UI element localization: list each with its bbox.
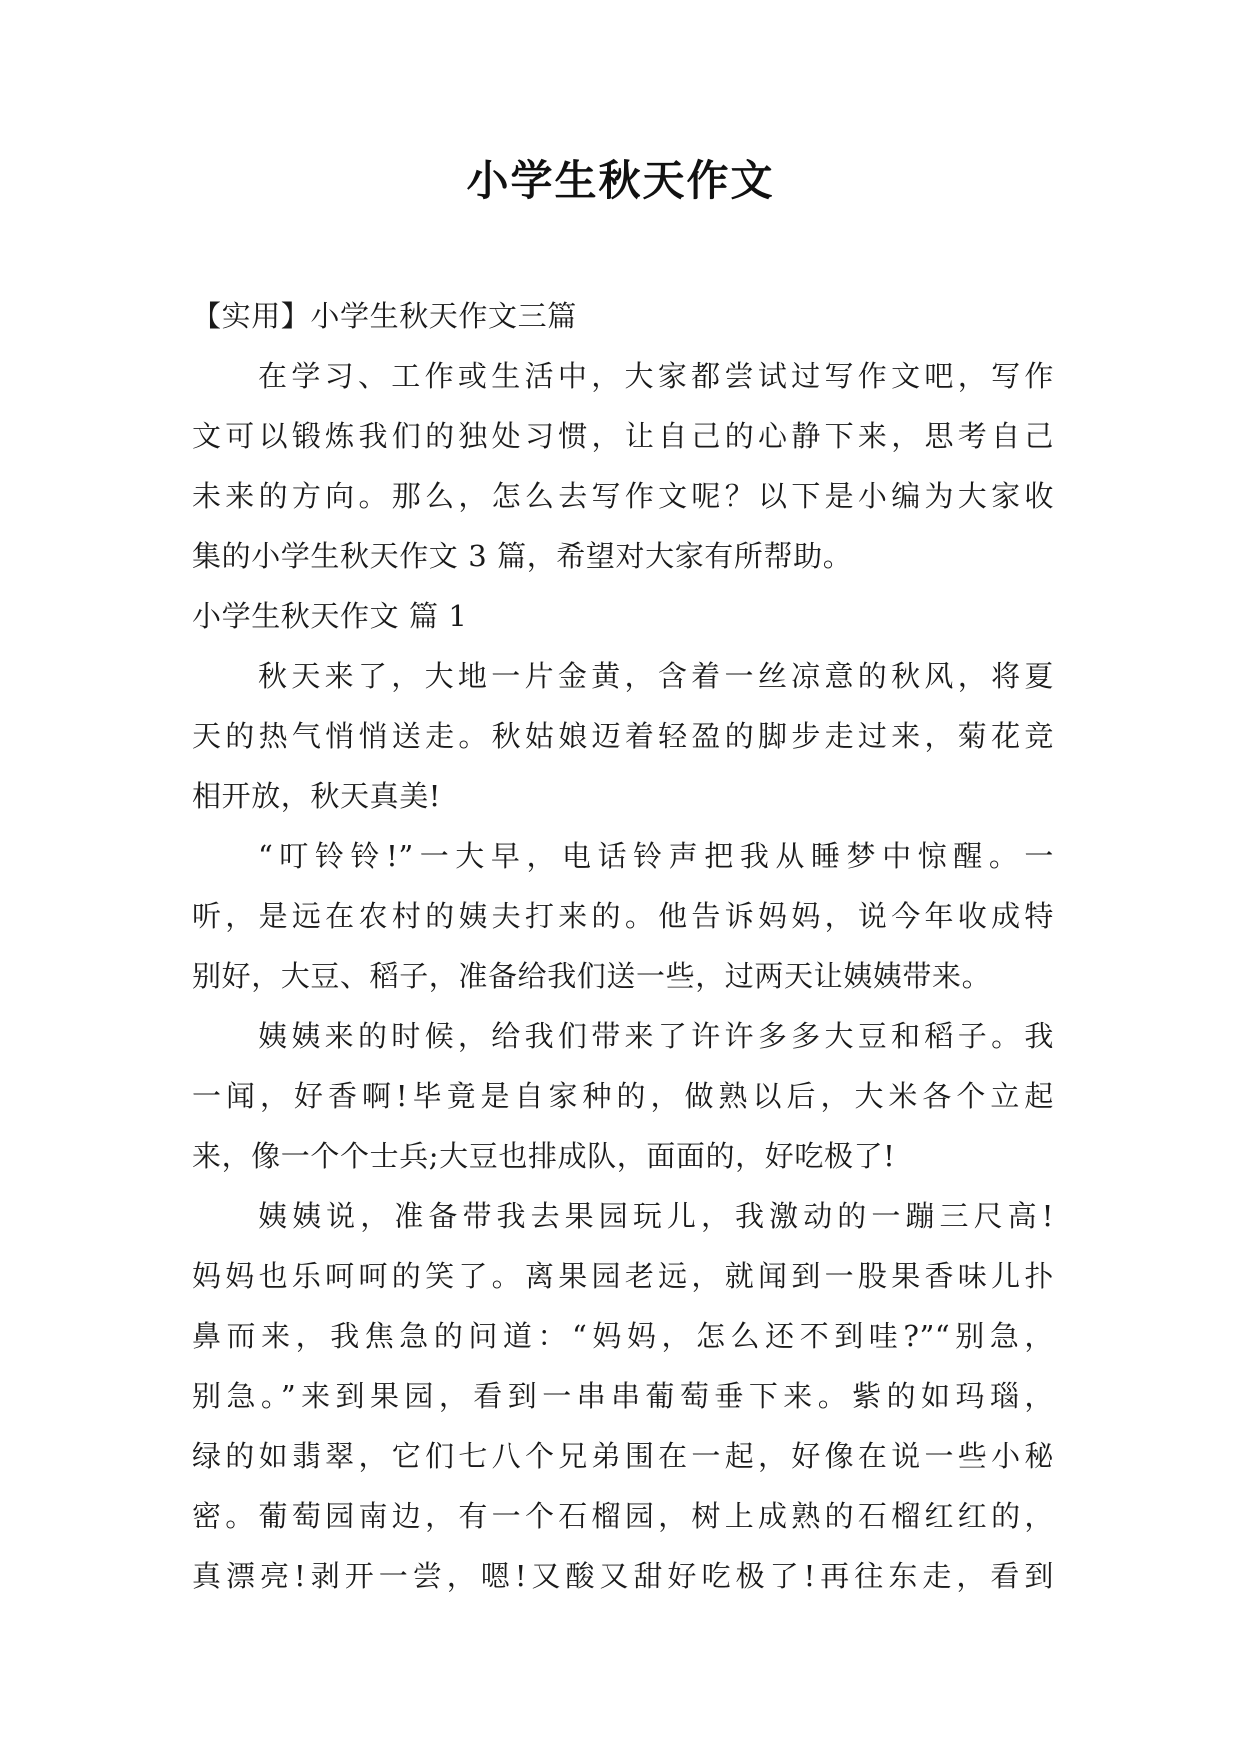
section-heading: 小学生秋天作文 篇 1 (192, 599, 468, 633)
intro-heading: 【实用】小学生秋天作文三篇 (192, 299, 577, 333)
paragraph-line: 密。葡萄园南边，有一个石榴园，树上成熟的石榴红红的， (192, 1499, 1054, 1533)
paragraph-line: 听，是远在农村的姨夫打来的。他告诉妈妈，说今年收成特 (192, 899, 1054, 933)
paragraph-line: 姨姨来的时候，给我们带来了许许多多大豆和稻子。我 (258, 1019, 1054, 1053)
paragraph-line: 集的小学生秋天作文 3 篇，希望对大家有所帮助。 (192, 539, 853, 573)
paragraph-line: 天的热气悄悄送走。秋姑娘迈着轻盈的脚步走过来，菊花竞 (192, 719, 1054, 753)
paragraph-line: 妈妈也乐呵呵的笑了。离果园老远，就闻到一股果香味儿扑 (192, 1259, 1054, 1293)
paragraph-line: 在学习、工作或生活中，大家都尝试过写作文吧，写作 (258, 359, 1054, 393)
paragraph-line: “叮铃铃!”一大早，电话铃声把我从睡梦中惊醒。一 (258, 839, 1054, 873)
paragraph-line: 文可以锻炼我们的独处习惯，让自己的心静下来，思考自己 (192, 419, 1054, 453)
document-body (192, 286, 1054, 1606)
paragraph-line: 别急。”来到果园，看到一串串葡萄垂下来。紫的如玛瑙， (192, 1379, 1054, 1413)
paragraph-line: 未来的方向。那么，怎么去写作文呢？以下是小编为大家收 (192, 479, 1054, 513)
paragraph-line: 相开放，秋天真美! (192, 779, 442, 813)
paragraph-line: 来，像一个个士兵;大豆也排成队，面面的，好吃极了! (192, 1139, 896, 1173)
paragraph-line: 姨姨说，准备带我去果园玩儿，我激动的一蹦三尺高! (258, 1199, 1054, 1233)
paragraph-line: 秋天来了，大地一片金黄，含着一丝凉意的秋风，将夏 (258, 659, 1054, 693)
paragraph-line: 真漂亮!剥开一尝，嗯!又酸又甜好吃极了!再往东走，看到 (192, 1559, 1054, 1593)
paragraph-line: 别好，大豆、稻子，准备给我们送一些，过两天让姨姨带来。 (192, 959, 992, 993)
paragraph-line: 一闻，好香啊!毕竟是自家种的，做熟以后，大米各个立起 (192, 1079, 1054, 1113)
paragraph-line: 鼻而来，我焦急的问道：“妈妈，怎么还不到哇?”“别急， (192, 1319, 1054, 1353)
document-title: 小学生秋天作文 (466, 156, 775, 205)
paragraph-line: 绿的如翡翠，它们七八个兄弟围在一起，好像在说一些小秘 (192, 1439, 1054, 1473)
